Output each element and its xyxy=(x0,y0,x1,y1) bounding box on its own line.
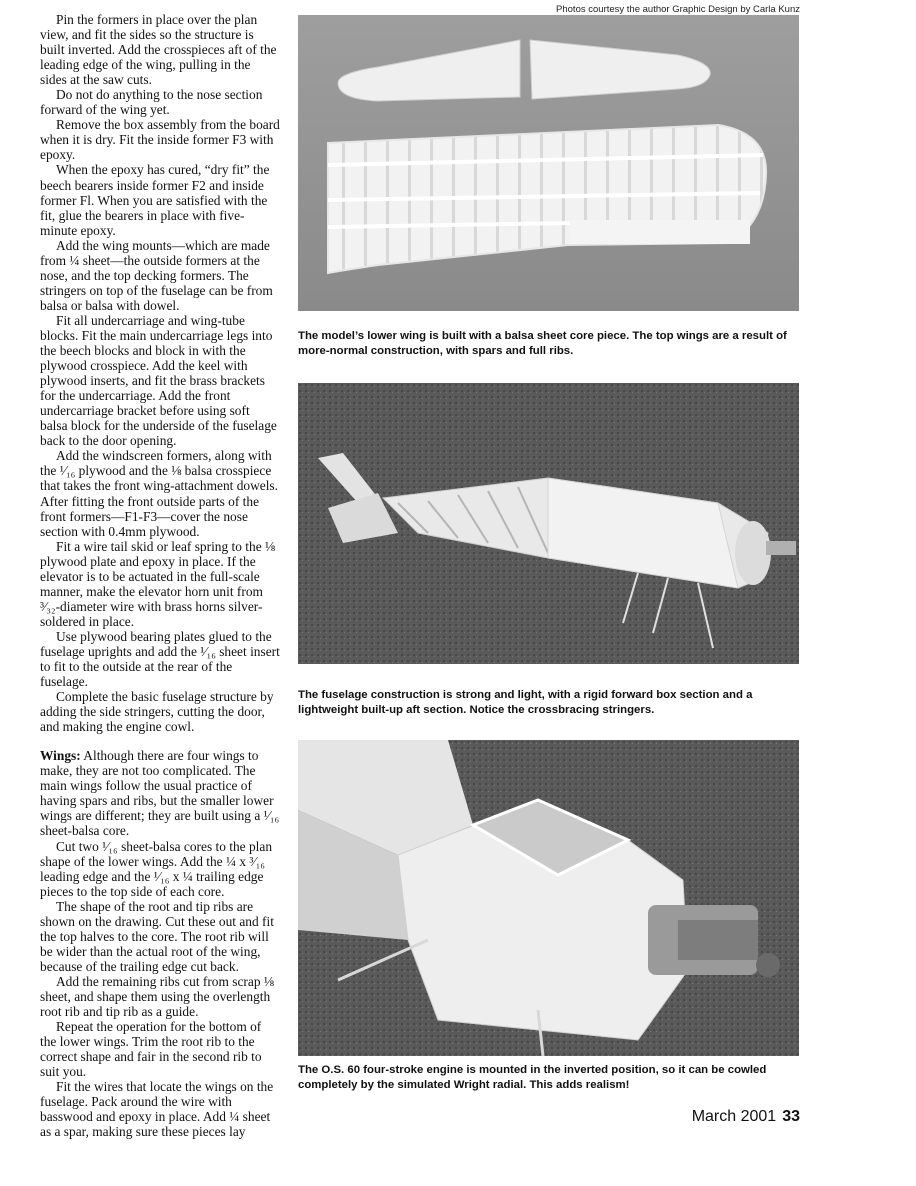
wings-intro: Although there are four wings to make, they are not too complicated. The main wings follow the usual practice of having spars and ribs, but the smaller lower wings are different; they are built using a ¹⁄₁₆ sheet-balsa core. xyxy=(40,748,280,839)
photo-lower-wing xyxy=(298,15,799,311)
page-number: 33 xyxy=(782,1108,800,1125)
photo-fuselage xyxy=(298,383,799,664)
caption-3: The O.S. 60 four-stroke engine is mounted in the inverted position, so it can be cowled completely by the simulated Wright radial. This adds realism! xyxy=(298,1064,767,1091)
body-paragraph: Do not do anything to the nose section forward of the wing yet. xyxy=(40,87,263,118)
body-paragraph: Pin the formers in place over the plan view, and fit the sides so the structure is built inverted. Add the crosspieces aft of the leading edge of the wing, pulling in the sides at the saw cuts. xyxy=(40,12,277,88)
engine-photo-illustration xyxy=(298,740,799,1056)
wings-section xyxy=(40,748,280,838)
caption-2: The fuselage construction is strong and light, with a rigid forward box section and a lightweight built-up aft section. Notice the crossbracing stringers. xyxy=(298,689,753,716)
page-folio xyxy=(692,1108,800,1126)
body-paragraph: Fit all undercarriage and wing-tube blocks. Fit the main undercarriage legs into the beech blocks and block in with the plywood crosspiece. Add the keel with plywood inserts, and fit the brass brackets for the undercarriage. Add the front undercarriage bracket before using soft balsa block for the underside of the fuselage back to the door opening. xyxy=(40,312,277,449)
photo-credit: Photos courtesy the author Graphic Design by Carla Kunz xyxy=(556,4,800,15)
body-text-column xyxy=(40,12,280,1139)
body-paragraph: Add the remaining ribs cut from scrap ⅛ sheet, and shape them using the overlength root rib and tip rib as a guide. xyxy=(40,973,274,1020)
body-paragraph: Fit the wires that locate the wings on the fuselage. Pack around the wire with basswood and epoxy in place. Add ¼ sheet as a spar, making sure these pieces lay xyxy=(40,1079,274,1140)
body-paragraph: Add the wing mounts—which are made from ¼ sheet—the outside formers at the nose, and the top decking formers. The stringers on top of the fuselage can be from balsa or balsa with dowel. xyxy=(40,237,273,313)
fuselage-photo-illustration xyxy=(298,383,799,664)
photo-engine xyxy=(298,740,799,1056)
body-paragraph: When the epoxy has cured, “dry fit” the beech bearers inside former F2 and inside former Fl. When you are satisfied with the fit, glue the bearers in place with five-minute epoxy. xyxy=(40,162,270,238)
wings-heading: Wings: xyxy=(40,748,81,764)
body-paragraph: Cut two ¹⁄₁₆ sheet-balsa cores to the plan shape of the lower wings. Add the ¼ x ³⁄₁₆ leading edge and the ¹⁄₁₆ x ¼ trailing edge pieces to the top side of each core. xyxy=(40,838,273,899)
body-paragraph: Use plywood bearing plates glued to the fuselage uprights and add the ¹⁄₁₆ sheet insert to fit to the outside at the rear of the fuselage. xyxy=(40,628,280,690)
body-paragraph: Repeat the operation for the bottom of the lower wings. Trim the root rib to the correct shape and fair in the second rib to suit you. xyxy=(40,1019,262,1080)
body-paragraph: Fit a wire tail skid or leaf spring to the ⅛ plywood plate and epoxy in place. If the elevator is to be actuated in the full-scale manner, make the elevator horn unit from ³⁄₃₂-diameter wire with brass horns silver-soldered in place. xyxy=(40,538,276,629)
caption-1: The model’s lower wing is built with a balsa sheet core piece. The top wings are a result of more-normal construction, with spars and full ribs. xyxy=(298,330,787,357)
body-paragraph: The shape of the root and tip ribs are shown on the drawing. Cut these out and fit the top halves to the core. The root rib will be wider than the actual root of the wing, because of the trailing edge cut back. xyxy=(40,898,274,974)
body-paragraph: Remove the box assembly from the board when it is dry. Fit the inside former F3 with epoxy. xyxy=(40,117,280,163)
body-paragraph: Add the windscreen formers, along with the ¹⁄₁₆ plywood and the ⅛ balsa crosspiece that takes the front wing-attachment dowels. After fitting the front outside parts of the front formers—F1-F3—cover the nose section with 0.4mm plywood. xyxy=(40,448,278,539)
issue-date: March 2001 xyxy=(691,1108,777,1125)
wing-photo-illustration xyxy=(298,15,799,311)
body-paragraph: Complete the basic fuselage structure by adding the side stringers, cutting the door, and making the engine cowl. xyxy=(40,689,274,735)
